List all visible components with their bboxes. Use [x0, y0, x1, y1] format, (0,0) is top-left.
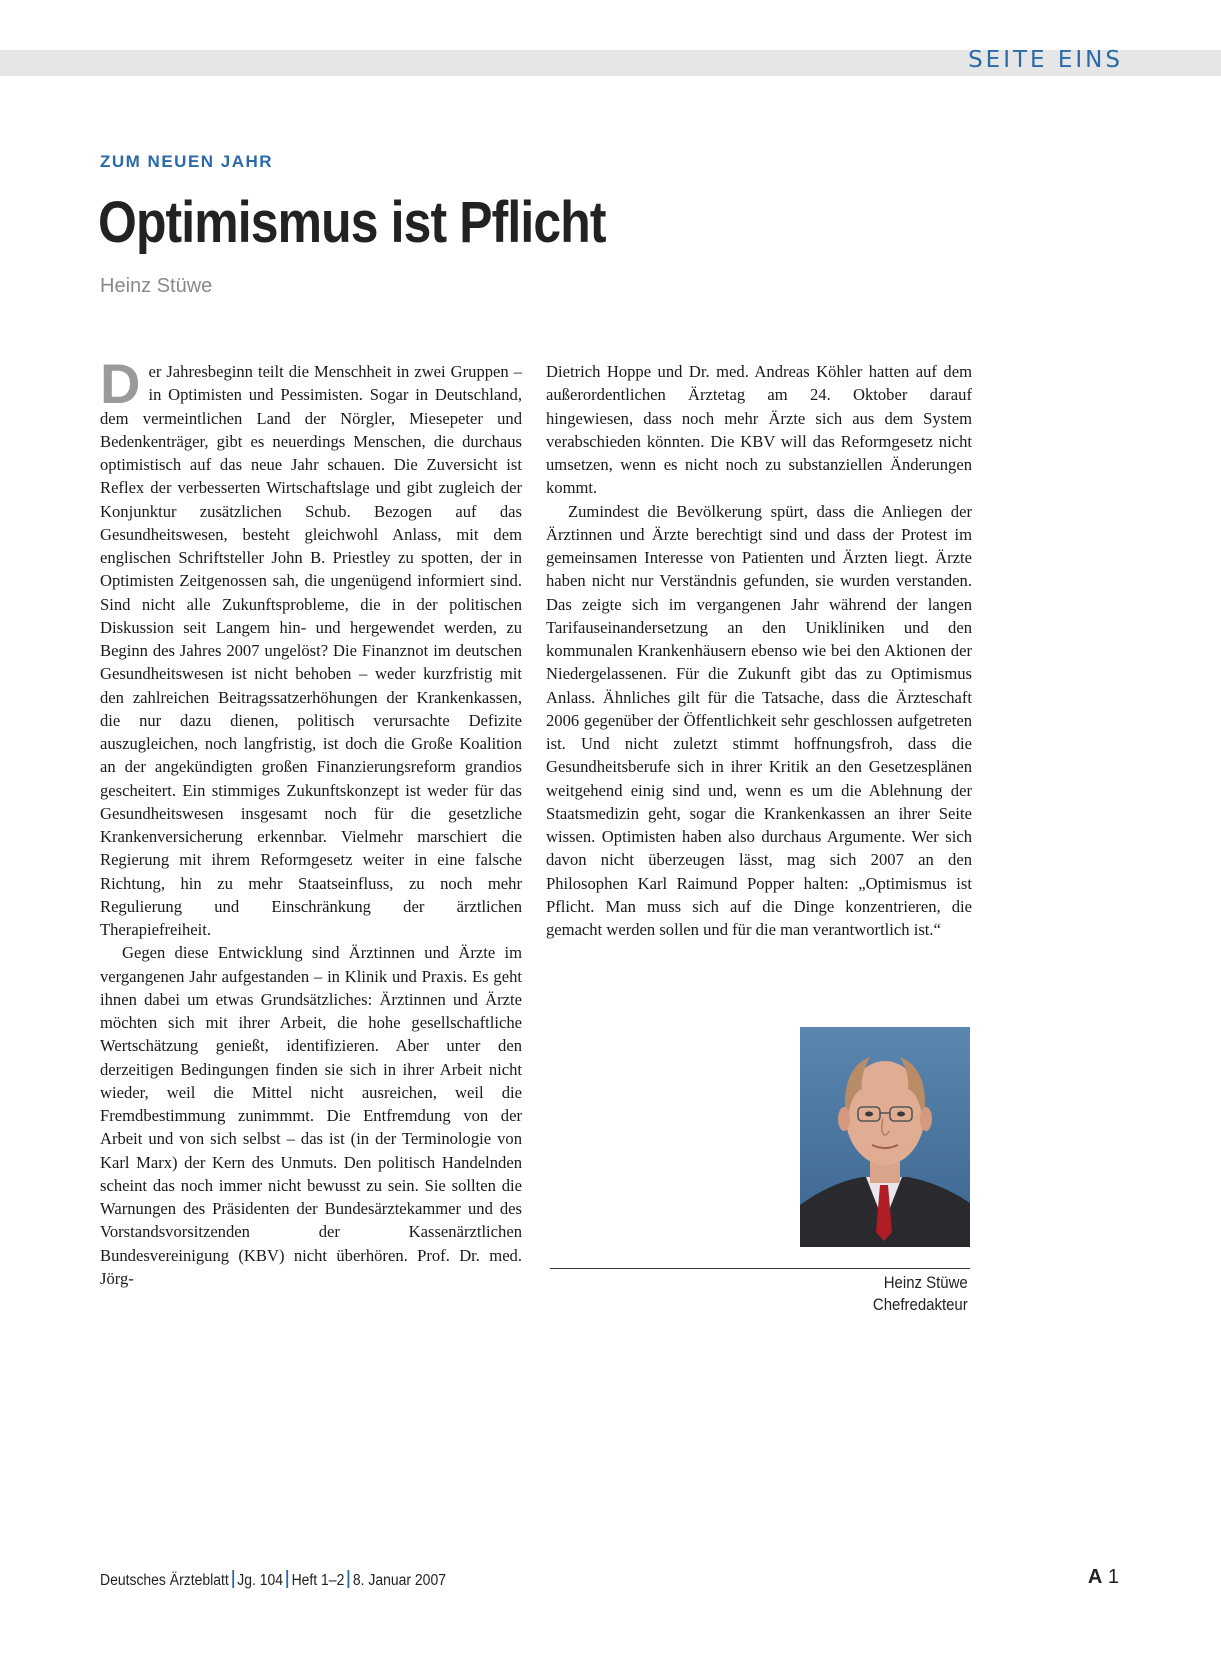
paragraph: Dietrich Hoppe und Dr. med. Andreas Köhler hatten auf dem außerordentlichen Ärztetag am 24. Oktober darauf hingewiesen, dass noch mehr Ärzte sich aus dem System verabschieden könnten. Die KBV will das Reformgesetz nicht umsetzen, wenn es nicht noch zu substanziellen Änderungen kommt. [546, 362, 972, 498]
article-column-right [546, 360, 972, 941]
page-prefix: A [1087, 1566, 1103, 1588]
portrait-caption [860, 1272, 968, 1316]
article-column-left [100, 352, 522, 1290]
caption-role: Chefredakteur [873, 1295, 968, 1314]
section-label: SEITE EINS [968, 47, 1123, 73]
paragraph [100, 352, 522, 941]
page-number-value: 1 [1107, 1566, 1119, 1588]
dropcap: D [100, 352, 141, 415]
footer-journal: Deutsches Ärzteblatt [100, 1572, 229, 1589]
article-author: Heinz Stüwe [100, 275, 213, 297]
footer-volume: Jg. 104 [237, 1572, 284, 1589]
paragraph: Gegen diese Entwicklung sind Ärztinnen und Ärzte im vergangenen Jahr aufgestanden – in Klinik und Praxis. Es geht ihnen dabei um etwas Grundsätzliches: Ärztinnen und Ärzte möchten sich mit ihrer Arbeit, die hohe gesellschaftliche Wertschätzung genießt, identifizieren. Aber unter den derzeitigen Bedingungen finden sie sich in ihrer Arbeit nicht wieder, weil die Mittel nicht ausreichen, weil die Fremdbestimmung zunimmmt. Die Entfremdung von der Arbeit und von sich selbst – das ist (in der Terminologie von Karl Marx) der Kern des Unmuts. Den politisch Handelnden scheint das noch immer nicht bewusst zu sein. Sie sollten die Warnungen des Präsidenten der Bundesärztekammer und des Vorstandsvorsitzenden der Kassenärztlichen Bundesvereinigung (KBV) nicht überhören. Prof. Dr. med. Jörg- [100, 943, 522, 1288]
footer-issue: Heft 1–2 [291, 1572, 345, 1589]
footer-separator [287, 1570, 288, 1588]
caption-name: Heinz Stüwe [884, 1273, 968, 1292]
paragraph-text: er Jahresbeginn teilt die Menschheit in zwei Gruppen – in Optimisten und Pessimisten. Sogar in Deutschland, dem vermeintlichen Land der Nörgler, Miesepeter und Bedenkenträger, gibt es neuerdings Menschen, die durchaus optimistisch auf das neue Jahr schauen. Die Zuversicht ist Reflex der verbesserten Wirtschaftslage und gibt zugleich der Konjunktur zusätzlichen Schub. Bezogen auf das Gesundheitswesen, besteht gleichwohl Anlass, mit dem englischen Schriftsteller John B. Priestley zu spotten, der in Optimisten Zeitgenossen sah, die ungenügend informiert sind. Sind nicht alle Zukunftsprobleme, die in der politischen Diskussion seit Langem hin- und hergewendet werden, zu Beginn des Jahres 2007 ungelöst? Die Finanznot im deutschen Gesundheitswesen ist nicht behoben – weder kurzfristig mit den zahlreichen Beitragssatzerhöhungen der Krankenkassen, die nur dazu dienen, politisch verursachte Defizite auszugleichen, noch langfristig, ist doch die Große Koalition an der angekündigten großen Finanzierungsreform grandios gescheitert. Ein stimmiges Zukunftskonzept ist weder für das Gesundheitswesen insgesamt noch für die gesetzliche Krankenversicherung erkennbar. Vielmehr marschiert die Regierung mit ihrem Reformgesetz weiter in eine falsche Richtung, hin zu mehr Staatseinfluss, zu noch mehr Regulierung und Einschränkung der ärztlichen Therapiefreiheit. [100, 362, 522, 939]
article-kicker: ZUM NEUEN JAHR [100, 152, 274, 171]
portrait-illustration [800, 1027, 970, 1247]
footer-separator [232, 1570, 233, 1588]
page-number [1088, 1566, 1119, 1589]
author-portrait [800, 1027, 970, 1247]
paragraph: Zumindest die Bevölkerung spürt, dass die Anliegen der Ärztinnen und Ärzte berechtigt sind und dass der Protest im gemeinsamen Interesse von Patienten und Ärzten liegt. Ärzte haben nicht nur Verständnis gefunden, sie wurden verstanden. Das zeigte sich im vergangenen Jahr während der langen Tarifauseinandersetzung an den Unikliniken und den kommunalen Krankenhäusern ebenso wie bei den Aktionen der Niedergelassenen. Für die Zukunft gibt das zu Optimismus Anlass. Ähnliches gilt für die Tatsache, dass die Ärzteschaft 2006 gegenüber der Öffentlichkeit sehr geschlossen aufgetreten ist. Und nicht zuletzt stimmt hoffnungsfroh, dass die Gesundheitsberufe sich in ihrer Kritik an den Gesetzesplänen weitgehend einig sind und, wenn es um die Ablehnung der Staatsmedizin geht, sogar die Krankenkassen an ihrer Seite wissen. Optimisten haben also durchaus Argumente. Wer sich davon nicht überzeugen lässt, mag sich 2007 an den Philosophen Karl Raimund Popper halten: „Optimismus ist Pflicht. Man muss sich auf die Dinge konzentrieren, die gemacht werden sollen und für die man verantwortlich ist.“ [546, 501, 972, 939]
page-footer [100, 1570, 446, 1590]
caption-rule [550, 1268, 970, 1269]
footer-date: 8. Januar 2007 [352, 1572, 446, 1589]
article-title: Optimismus ist Pflicht [98, 190, 606, 255]
footer-separator [348, 1570, 349, 1588]
